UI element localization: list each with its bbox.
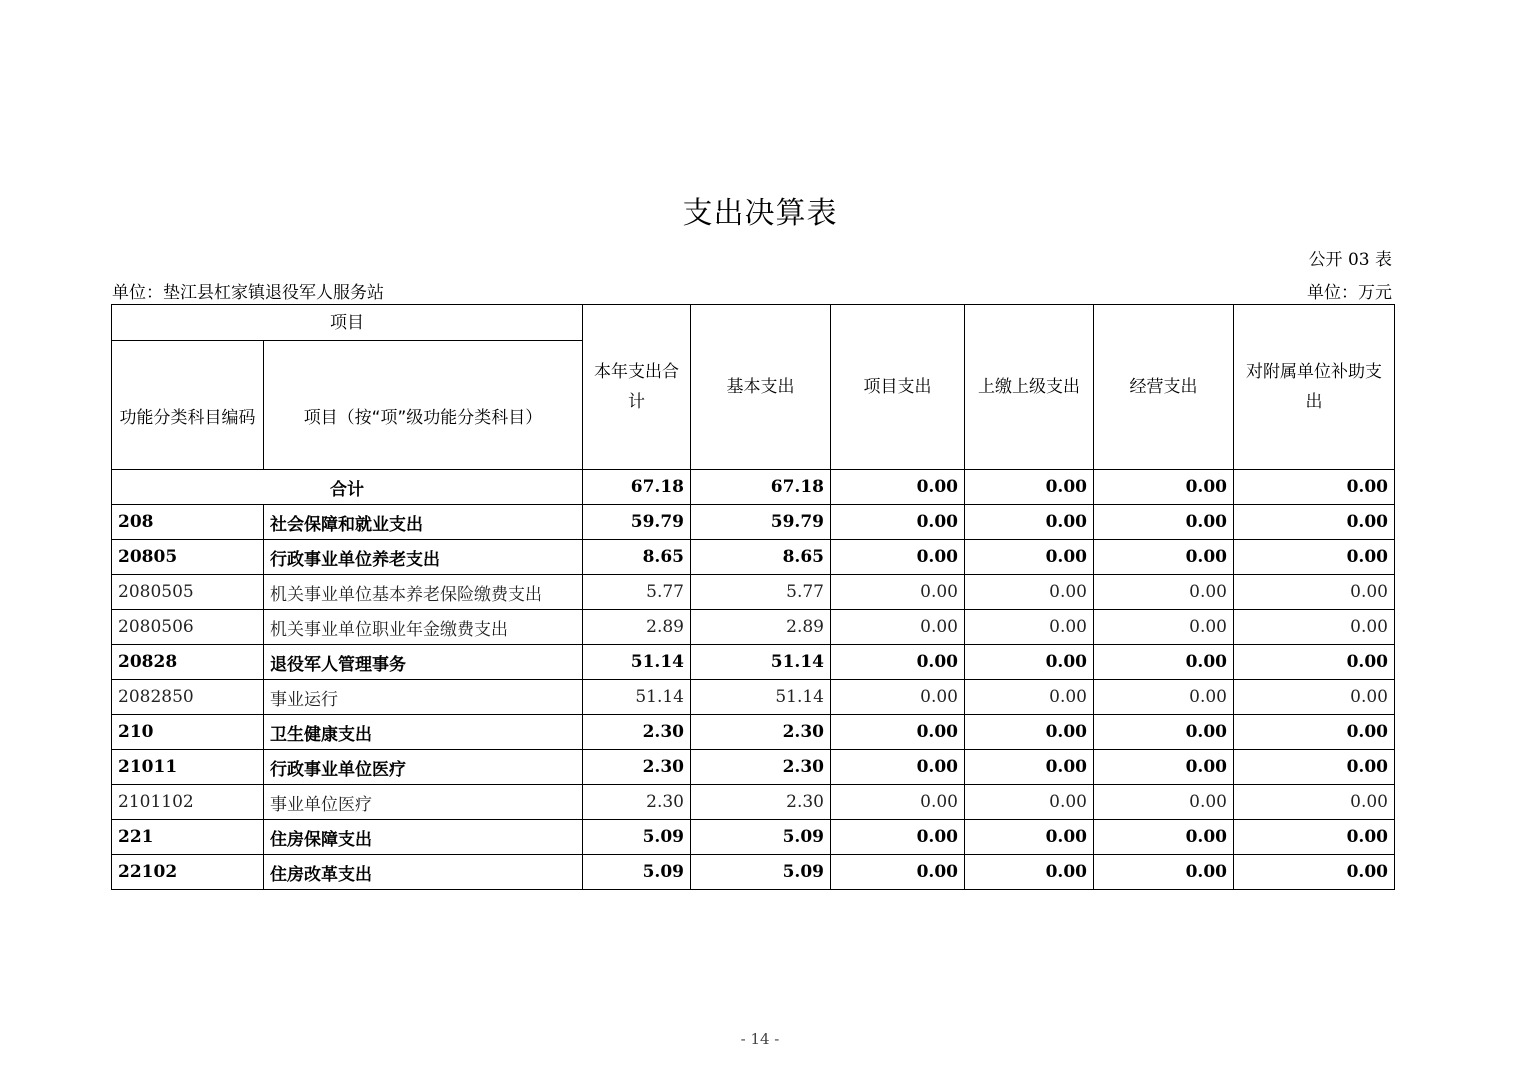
row-value: 0.00	[831, 715, 965, 750]
row-value: 0.00	[1094, 575, 1234, 610]
row-value: 0.00	[831, 610, 965, 645]
row-value: 0.00	[1094, 540, 1234, 575]
currency-label: 单位：万元	[1307, 283, 1392, 303]
row-value: 0.00	[1234, 750, 1395, 785]
row-value: 51.14	[583, 645, 691, 680]
row-value: 0.00	[1234, 855, 1395, 890]
row-name: 社会保障和就业支出	[264, 505, 583, 540]
row-value: 0.00	[965, 540, 1094, 575]
row-name: 住房改革支出	[264, 855, 583, 890]
row-value: 0.00	[1094, 785, 1234, 820]
total-value: 67.18	[583, 470, 691, 505]
row-value: 0.00	[965, 750, 1094, 785]
row-value: 0.00	[1094, 505, 1234, 540]
table-row	[112, 610, 1395, 645]
total-row	[112, 470, 1395, 505]
row-value: 0.00	[831, 505, 965, 540]
row-code: 2080506	[112, 610, 264, 645]
header-upper: 上缴上级支出	[965, 305, 1094, 470]
total-value: 0.00	[1234, 470, 1395, 505]
row-code: 2080505	[112, 575, 264, 610]
row-value: 5.77	[583, 575, 691, 610]
table-row	[112, 855, 1395, 890]
row-name: 事业运行	[264, 680, 583, 715]
row-value: 5.09	[583, 855, 691, 890]
table-row	[112, 680, 1395, 715]
row-value: 51.14	[691, 680, 831, 715]
table-row	[112, 645, 1395, 680]
row-value: 59.79	[583, 505, 691, 540]
row-value: 0.00	[1094, 610, 1234, 645]
row-value: 0.00	[965, 645, 1094, 680]
row-value: 0.00	[965, 505, 1094, 540]
row-name: 机关事业单位基本养老保险缴费支出	[264, 575, 583, 610]
row-value: 51.14	[583, 680, 691, 715]
row-value: 2.30	[583, 715, 691, 750]
total-value: 0.00	[965, 470, 1094, 505]
table-row	[112, 750, 1395, 785]
row-code: 22102	[112, 855, 264, 890]
row-value: 0.00	[965, 785, 1094, 820]
row-value: 0.00	[831, 750, 965, 785]
table-row	[112, 575, 1395, 610]
row-value: 0.00	[1094, 715, 1234, 750]
row-value: 0.00	[1094, 820, 1234, 855]
total-value: 67.18	[691, 470, 831, 505]
row-value: 2.30	[691, 715, 831, 750]
row-code: 21011	[112, 750, 264, 785]
row-value: 0.00	[1234, 575, 1395, 610]
row-value: 2.30	[691, 785, 831, 820]
row-value: 5.77	[691, 575, 831, 610]
row-code: 20805	[112, 540, 264, 575]
row-code: 208	[112, 505, 264, 540]
row-name: 卫生健康支出	[264, 715, 583, 750]
row-value: 0.00	[965, 575, 1094, 610]
row-value: 5.09	[691, 855, 831, 890]
total-value: 0.00	[1094, 470, 1234, 505]
table-row	[112, 785, 1395, 820]
row-value: 0.00	[1234, 785, 1395, 820]
row-value: 0.00	[831, 575, 965, 610]
row-value: 0.00	[965, 680, 1094, 715]
header-project-expenditure: 项目支出	[831, 305, 965, 470]
page-title: 支出决算表	[682, 196, 838, 231]
row-value: 8.65	[691, 540, 831, 575]
row-name: 机关事业单位职业年金缴费支出	[264, 610, 583, 645]
page-number: - 14 -	[740, 1030, 780, 1048]
row-value: 0.00	[1234, 540, 1395, 575]
row-value: 5.09	[583, 820, 691, 855]
total-value: 0.00	[831, 470, 965, 505]
table-row	[112, 820, 1395, 855]
row-value: 0.00	[965, 855, 1094, 890]
row-value: 2.30	[691, 750, 831, 785]
row-code: 20828	[112, 645, 264, 680]
header-row-1	[112, 305, 1395, 341]
row-value: 0.00	[1094, 645, 1234, 680]
row-name: 退役军人管理事务	[264, 645, 583, 680]
row-name: 事业单位医疗	[264, 785, 583, 820]
row-value: 0.00	[1234, 680, 1395, 715]
expenditure-table	[111, 304, 1395, 890]
header-business: 经营支出	[1094, 305, 1234, 470]
row-value: 0.00	[1094, 855, 1234, 890]
row-value: 0.00	[1234, 505, 1395, 540]
row-value: 0.00	[965, 610, 1094, 645]
row-value: 59.79	[691, 505, 831, 540]
row-value: 0.00	[1234, 645, 1395, 680]
row-name: 行政事业单位医疗	[264, 750, 583, 785]
row-value: 0.00	[1234, 610, 1395, 645]
row-value: 0.00	[831, 785, 965, 820]
row-value: 2.30	[583, 750, 691, 785]
form-number: 公开 03 表	[1308, 250, 1392, 270]
row-value: 0.00	[831, 645, 965, 680]
header-basic: 基本支出	[691, 305, 831, 470]
header-total: 本年支出合计	[583, 305, 691, 470]
header-code: 功能分类科目编码	[112, 341, 264, 470]
header-subsidy: 对附属单位补助支出	[1234, 305, 1395, 470]
row-value: 0.00	[1234, 820, 1395, 855]
table-row	[112, 715, 1395, 750]
row-value: 0.00	[831, 820, 965, 855]
row-code: 2101102	[112, 785, 264, 820]
row-value: 0.00	[965, 820, 1094, 855]
row-value: 0.00	[1094, 680, 1234, 715]
row-name: 行政事业单位养老支出	[264, 540, 583, 575]
row-code: 210	[112, 715, 264, 750]
table-row	[112, 505, 1395, 540]
row-code: 2082850	[112, 680, 264, 715]
row-code: 221	[112, 820, 264, 855]
row-name: 住房保障支出	[264, 820, 583, 855]
row-value: 8.65	[583, 540, 691, 575]
row-value: 2.89	[583, 610, 691, 645]
row-value: 0.00	[831, 855, 965, 890]
row-value: 0.00	[1094, 750, 1234, 785]
total-label: 合计	[112, 470, 583, 505]
row-value: 2.30	[583, 785, 691, 820]
unit-label: 单位：垫江县杠家镇退役军人服务站	[112, 283, 384, 303]
row-value: 0.00	[831, 680, 965, 715]
row-value: 51.14	[691, 645, 831, 680]
row-value: 0.00	[1234, 715, 1395, 750]
row-value: 0.00	[965, 715, 1094, 750]
row-value: 5.09	[691, 820, 831, 855]
table-row	[112, 540, 1395, 575]
header-name: 项目（按“项”级功能分类科目）	[264, 341, 583, 470]
row-value: 2.89	[691, 610, 831, 645]
header-project: 项目	[112, 305, 583, 341]
row-value: 0.00	[831, 540, 965, 575]
